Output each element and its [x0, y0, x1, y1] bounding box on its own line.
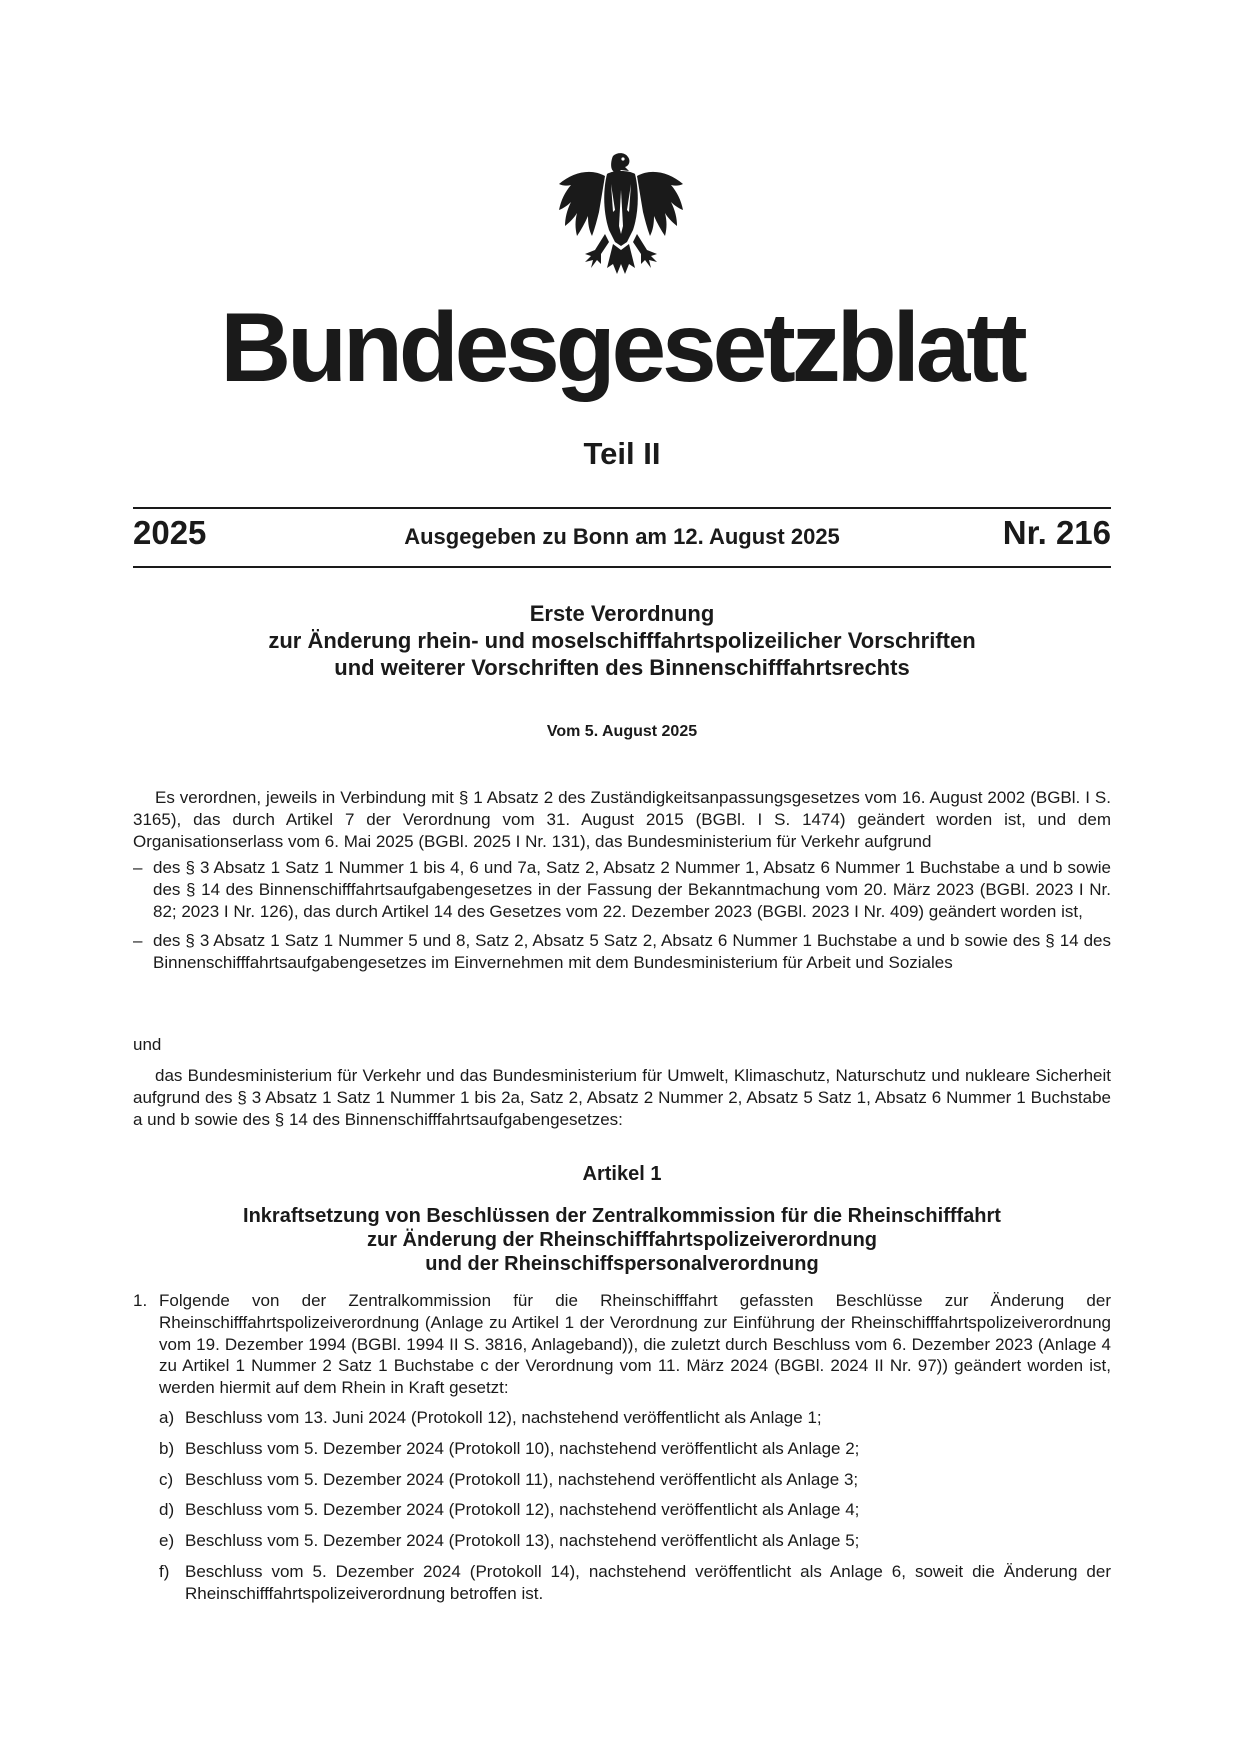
article-title-line: Inkraftsetzung von Beschlüssen der Zentralkommission für die Rheinschifffahrt: [243, 1205, 1001, 1227]
list-item-text: des § 3 Absatz 1 Satz 1 Nummer 1 bis 4, 6 und 7a, Satz 2, Absatz 2 Nummer 1, Absatz 6 Nummer 1 Buchstabe a und b sowie des § 14 des Binnenschifffahrtsaufgabengesetzes in der Fassung der Bekanntmachung vom 20. März 2023 (BGBl. 2023 I Nr. 82; 2023 I Nr. 126), das durch Artikel 14 des Gesetzes vom 22. Dezember 2023 (BGBl. 2023 I Nr. 409) geändert worden ist,: [153, 858, 1111, 921]
article-title-line: zur Änderung der Rheinschifffahrtspolizeiverordnung: [366, 1229, 878, 1251]
sub-item-text: Beschluss vom 5. Dezember 2024 (Protokoll 14), nachstehend veröffentlicht als Anlage 6, soweit die Änderung der Rheinschifffahrtspolizeiverordnung betroffen ist.: [185, 1561, 1111, 1603]
sub-item-letter: e): [159, 1531, 175, 1551]
sub-list-item: [159, 1407, 1111, 1429]
item-number: 1.: [133, 1291, 148, 1310]
sub-list-item: [159, 1469, 1111, 1491]
issue-line: [133, 516, 1111, 556]
issue-number: Nr. 216: [1002, 514, 1111, 551]
sub-item-letter: d): [159, 1500, 175, 1520]
dash-marker: –: [133, 931, 143, 951]
sub-item-text: Beschluss vom 5. Dezember 2024 (Protokoll 12), nachstehend veröffentlicht als Anlage 4;: [185, 1500, 860, 1520]
sub-item-letter: c): [159, 1469, 174, 1489]
sub-list-item: [159, 1561, 1111, 1605]
regulation-title-line: zur Änderung rhein- und moselschifffahrtspolizeilicher Vorschriften: [268, 628, 976, 653]
article-title: [133, 1204, 1111, 1276]
sub-item-text: Beschluss vom 5. Dezember 2024 (Protokoll 10), nachstehend veröffentlicht als Anlage 2;: [185, 1438, 860, 1458]
regulation-date: Vom 5. August 2025: [546, 723, 698, 740]
issue-year: 2025: [133, 514, 207, 551]
sub-list: [159, 1407, 1111, 1605]
sub-item-text: Beschluss vom 13. Juni 2024 (Protokoll 12), nachstehend veröffentlicht als Anlage 1;: [185, 1407, 822, 1427]
sub-list-item: [159, 1438, 1111, 1460]
issue-place-date: Ausgegeben zu Bonn am 12. August 2025: [404, 524, 840, 549]
article-heading: Artikel 1: [582, 1163, 662, 1185]
preamble-second: das Bundesministerium für Verkehr und das Bundesministerium für Umwelt, Klimaschutz, Naturschutz und nukleare Sicherheit aufgrund des § 3 Absatz 1 Satz 1 Nummer 1 bis 2a, Satz 2, Absatz 2 Nummer 2, Absatz 5 Satz 1, Absatz 6 Nummer 1 Buchstabe a und b sowie des § 14 des Binnenschifffahrtsaufgabengesetzes:: [133, 1066, 1111, 1129]
federal-eagle-icon: [555, 150, 687, 290]
regulation-title-line: Erste Verordnung: [529, 601, 715, 626]
sub-item-letter: f): [159, 1561, 170, 1581]
sub-list-item: [159, 1530, 1111, 1552]
header-rule-top: [133, 507, 1111, 509]
list-item: [133, 930, 1111, 974]
sub-item-text: Beschluss vom 5. Dezember 2024 (Protokoll 13), nachstehend veröffentlicht als Anlage 5;: [185, 1531, 860, 1551]
list-item: [133, 1290, 1111, 1605]
preamble-intro: Es verordnen, jeweils in Verbindung mit § 1 Absatz 2 des Zuständigkeitsanpassungsgesetzes vom 16. August 2002 (BGBl. I S. 3165), das durch Artikel 7 der Verordnung vom 31. August 2015 (BGBl. I S. 1474) geändert worden ist, und dem Organisationserlass vom 6. Mai 2025 (BGBl. 2025 I Nr. 131), das Bundesministerium für Verkehr aufgrund: [133, 788, 1111, 851]
list-item-text: Folgende von der Zentralkommission für die Rheinschifffahrt gefassten Beschlüsse zur Änderung der Rheinschifffahrtspolizeiverordnung (Anlage zu Artikel 1 der Verordnung zur Einführung der Rheinschifffahrtspolizeiverordnung vom 19. Dezember 1994 (BGBl. 1994 II S. 3816, Anlageband)), die zuletzt durch Beschluss vom 6. Dezember 2023 (Anlage 4 zu Artikel 1 Nummer 2 Satz 1 Buchstabe c der Verordnung vom 11. März 2024 (BGBl. 2024 II Nr. 97)) geändert worden ist, werden hiermit auf dem Rhein in Kraft gesetzt:: [159, 1291, 1111, 1398]
preamble-dash-list: [133, 857, 1111, 982]
regulation-title: [133, 600, 1111, 681]
dash-marker: –: [133, 858, 143, 877]
sub-item-letter: a): [159, 1407, 175, 1427]
article-numbered-list: [133, 1290, 1111, 1614]
conjunction-und: und: [133, 1035, 162, 1054]
header-rule-bottom: [133, 566, 1111, 568]
list-item: [133, 857, 1111, 922]
sub-item-text: Beschluss vom 5. Dezember 2024 (Protokoll 11), nachstehend veröffentlicht als Anlage 3;: [185, 1469, 859, 1489]
regulation-title-line: und weiterer Vorschriften des Binnenschifffahrtsrechts: [334, 655, 910, 680]
sub-item-letter: b): [159, 1438, 175, 1458]
sub-list-item: [159, 1499, 1111, 1521]
part-label: Teil II: [583, 436, 661, 471]
article-title-line: und der Rheinschiffspersonalverordnung: [425, 1253, 819, 1275]
list-item-text: des § 3 Absatz 1 Satz 1 Nummer 5 und 8, Satz 2, Absatz 5 Satz 2, Absatz 6 Nummer 1 Buchstabe a und b sowie des § 14 des Binnenschifffahrtsaufgabengesetzes im Einvernehmen mit dem Bundesministerium für Arbeit und Soziales: [153, 931, 1111, 973]
masthead-title: Bundesgesetzblatt: [220, 292, 1024, 402]
